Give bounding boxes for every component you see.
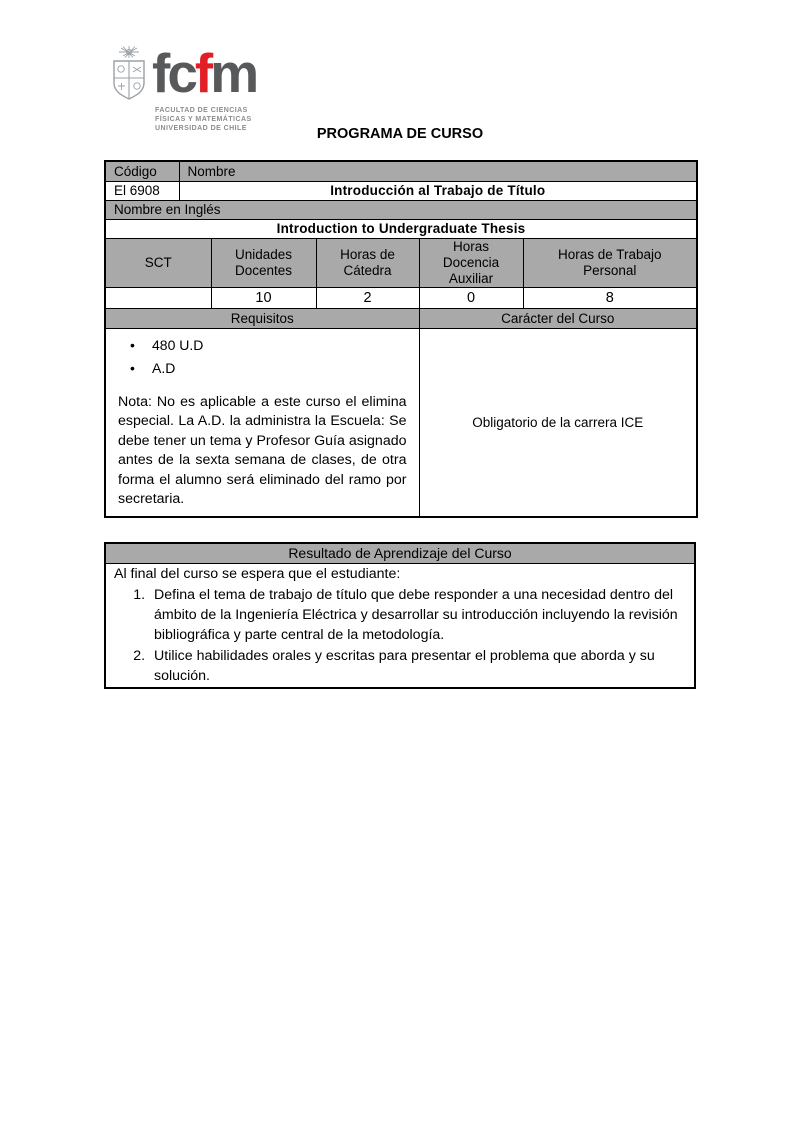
fcfm-wordmark-gray2: m [210, 42, 257, 104]
unidades-docentes-label: Unidades Docentes [211, 238, 316, 287]
requisitos-cell [105, 328, 419, 517]
learning-outcomes-header: Resultado de Aprendizaje del Curso [105, 543, 695, 563]
learning-outcomes-intro: Al final del curso se espera que el estudiante: [114, 565, 401, 582]
course-name-en: Introduction to Undergraduate Thesis [105, 219, 697, 238]
horas-catedra-label: Horas de Cátedra [316, 238, 419, 287]
course-info-table [104, 160, 698, 518]
learning-outcomes-header-row [105, 543, 695, 563]
unidades-docentes-value: 10 [211, 287, 316, 308]
english-name-row [105, 219, 697, 238]
uchile-crest-icon [110, 45, 148, 103]
requisitos-header-row [105, 308, 697, 328]
horas-catedra-value: 2 [316, 287, 419, 308]
fcfm-wordmark [152, 42, 257, 104]
sct-label: SCT [105, 238, 211, 287]
hours-header-row [105, 238, 697, 287]
learning-outcomes-cell [105, 563, 695, 688]
requisitos-content-row [105, 328, 697, 517]
english-name-header-row [105, 200, 697, 219]
caracter-label: Carácter del Curso [419, 308, 697, 328]
learning-outcome-item: 1. Defina el tema de trabajo de título que debe responder a una necesidad dentro del ámbito de la Ingeniería Eléctrica y desarrollar su introducción incluyendo la revisión bibliográfica y parte central de la metodología. [149, 585, 686, 645]
hours-values-row [105, 287, 697, 308]
learning-outcomes-table [104, 542, 696, 689]
horas-trabajo-personal-label: Horas de Trabajo Personal [523, 238, 697, 287]
nombre-label: Nombre [179, 161, 697, 181]
fcfm-wordmark-gray1: fc [152, 42, 195, 104]
codigo-header-row [105, 161, 697, 181]
document-title: PROGRAMA DE CURSO [316, 126, 484, 142]
codigo-label: Código [105, 161, 179, 181]
learning-outcomes-body-row [105, 563, 695, 688]
horas-trabajo-personal-value: 8 [523, 287, 697, 308]
sct-value [105, 287, 211, 308]
fcfm-wordmark-red-f: f [194, 42, 211, 104]
codigo-value-row [105, 181, 697, 200]
course-name-es: Introducción al Trabajo de Título [179, 181, 697, 200]
caracter-value: Obligatorio de la carrera ICE [419, 328, 697, 517]
requisitos-list [116, 334, 409, 380]
horas-docencia-auxiliar-label: Horas Docencia Auxiliar [419, 238, 523, 287]
horas-docencia-auxiliar-value: 0 [419, 287, 523, 308]
requisito-item: • A.D [130, 357, 409, 380]
faculty-caption-line2: FÍSICAS Y MATEMÁTICAS [155, 116, 252, 124]
faculty-caption-line3: UNIVERSIDAD DE CHILE [155, 125, 247, 133]
faculty-caption-line1: FACULTAD DE CIENCIAS [155, 107, 248, 114]
nombre-ingles-label: Nombre en Inglés [105, 200, 697, 219]
learning-outcome-item: 2. Utilice habilidades orales y escritas para presentar el problema que aborda y su solución. [149, 646, 686, 686]
learning-outcomes-list [114, 585, 686, 686]
requisitos-label: Requisitos [105, 308, 419, 328]
nota-paragraph: Nota: No es aplicable a este curso el elimina especial. La A.D. la administra la Escuela: Se debe tener un tema y Profesor Guía asignado antes de la sexta semana de clases, de otra forma el alumno será eliminado del ramo por secretaria. [118, 393, 407, 507]
fcfm-logo [110, 42, 310, 133]
codigo-value: El 6908 [105, 181, 179, 200]
requisito-item: • 480 U.D [130, 334, 409, 357]
